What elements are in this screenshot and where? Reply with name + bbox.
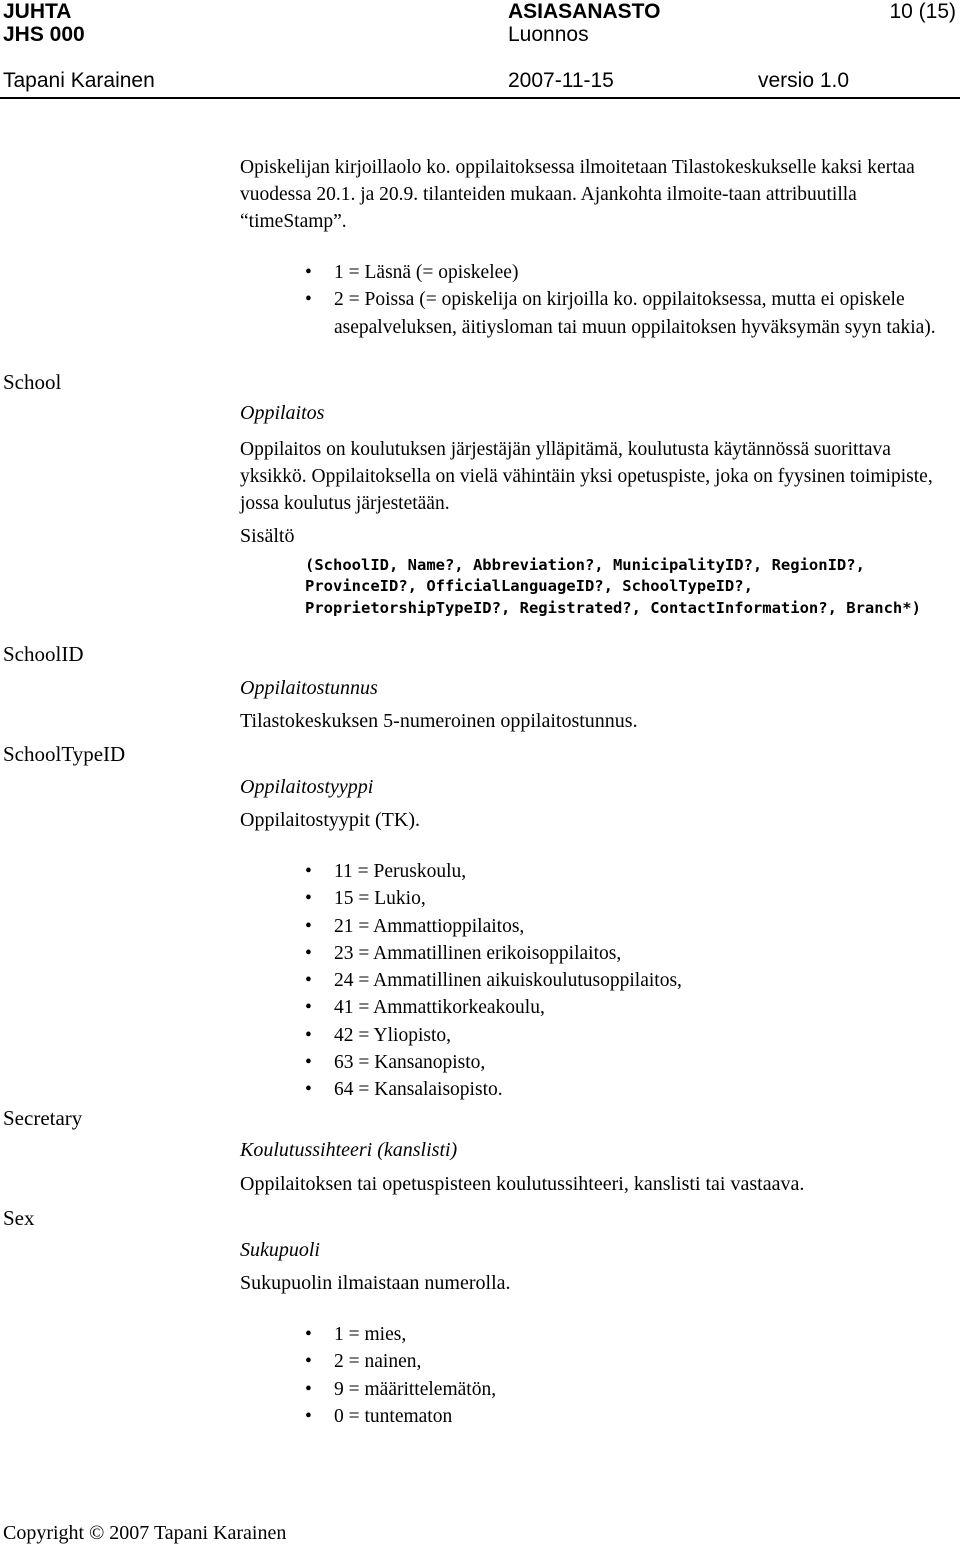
school-type-label: Oppilaitostyyppi — [240, 776, 374, 798]
header-title: ASIASANASTO — [508, 0, 661, 23]
footer-copyright: Copyright © 2007 Tapani Karainen — [3, 1522, 287, 1544]
sex-definition: Sukupuolin ilmaistaan numerolla. — [240, 1272, 511, 1294]
school-type-definition: Oppilaitostyypit (TK). — [240, 809, 420, 831]
term-sex: Sex — [3, 1206, 35, 1230]
term-school-id: SchoolID — [3, 642, 84, 666]
list-item: • 63 = Kansanopisto, — [305, 1049, 945, 1076]
secretary-definition: Oppilaitoksen tai opetuspisteen koulutussihteeri, kanslisti tai vastaava. — [240, 1173, 805, 1195]
school-content-model: (SchoolID, Name?, Abbreviation?, MunicipalityID?, RegionID?, ProvinceID?, OfficialLanguageID?, SchoolTypeID?, ProprietorshipTypeID?, Registrated?, ContactInformation?, Branch*) — [305, 556, 921, 617]
term-school-type-id: SchoolTypeID — [3, 742, 126, 766]
list-item: • 11 = Peruskoulu, — [305, 858, 945, 885]
list-item: • 0 = tuntematon — [305, 1403, 945, 1430]
list-item: • 41 = Ammattikorkeakoulu, — [305, 994, 945, 1021]
list-item: • 64 = Kansalaisopisto. — [305, 1076, 945, 1103]
list-item: • 1 = mies, — [305, 1321, 945, 1348]
presence-value-list — [305, 259, 945, 341]
header-divider — [0, 97, 960, 99]
school-type-value-list — [305, 858, 945, 1104]
list-item: • 21 = Ammattioppilaitos, — [305, 913, 945, 940]
school-id-definition: Tilastokeskuksen 5-numeroinen oppilaitostunnus. — [240, 710, 638, 732]
intro-text: Opiskelijan kirjoillaolo ko. oppilaitoksessa ilmoitetaan Tilastokeskukselle kaksi kertaa vuodessa 20.1. ja 20.9. tilanteiden mukaan. Ajankohta ilmoite-taan attribuutilla “timeStamp”. — [240, 157, 915, 232]
header-page-number: 10 (15) — [889, 0, 956, 23]
term-secretary: Secretary — [3, 1106, 83, 1130]
school-label: Oppilaitos — [240, 402, 325, 424]
list-item: • 2 = Poissa (= opiskelija on kirjoilla ko. oppilaitoksessa, mutta ei opiskele asepalveluksen, äitiysloman tai muun oppilaitoksen hyväksymän syyn takia). — [305, 286, 945, 341]
sex-label: Sukupuoli — [240, 1239, 320, 1261]
term-school: School — [3, 370, 62, 394]
list-item: • 15 = Lukio, — [305, 885, 945, 912]
header-status: Luonnos — [508, 23, 589, 46]
sex-value-list — [305, 1321, 945, 1430]
school-content-label: Sisältö — [240, 525, 295, 547]
header-org: JUHTA — [3, 0, 72, 23]
header-version: versio 1.0 — [758, 69, 850, 92]
list-item: • 23 = Ammatillinen erikoisoppilaitos, — [305, 940, 945, 967]
list-item: • 2 = nainen, — [305, 1348, 945, 1375]
list-item: • 42 = Yliopisto, — [305, 1022, 945, 1049]
secretary-label: Koulutussihteeri (kanslisti) — [240, 1139, 458, 1161]
header-date: 2007-11-15 — [508, 69, 614, 92]
school-definition-block — [240, 436, 955, 517]
school-id-label: Oppilaitostunnus — [240, 677, 378, 699]
list-item: • 24 = Ammatillinen aikuiskoulutusoppilaitos, — [305, 967, 945, 994]
intro-paragraph — [240, 154, 955, 235]
header-code: JHS 000 — [3, 23, 85, 46]
school-definition: Oppilaitos on koulutuksen järjestäjän ylläpitämä, koulutusta käytännössä suorittava yksikkö. Oppilaitoksella on vielä vähintäin yksi opetuspiste, joka on fyysinen toimipiste, jossa koulutus järjestetään. — [240, 439, 933, 514]
list-item: • 9 = määrittelemätön, — [305, 1376, 945, 1403]
header-author: Tapani Karainen — [3, 69, 155, 92]
list-item: • 1 = Läsnä (= opiskelee) — [305, 259, 945, 286]
